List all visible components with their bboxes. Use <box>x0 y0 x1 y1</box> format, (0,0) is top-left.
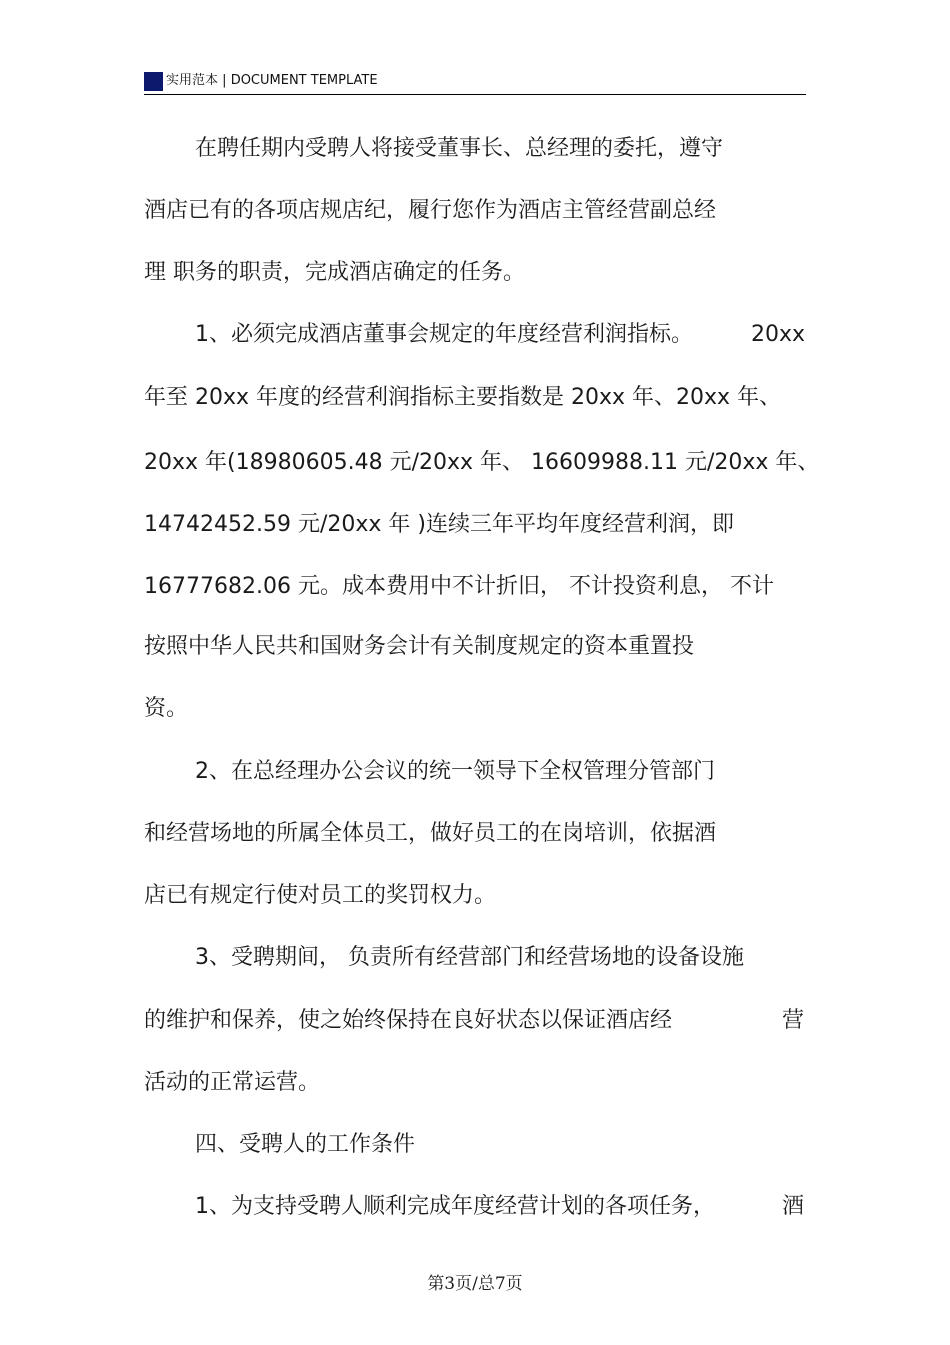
body-line: 3、受聘期间， 负责所有经营部门和经营场地的设备设施 <box>195 945 744 970</box>
body-line: 1、为支持受聘人顺利完成年度经营计划的各项任务， <box>195 1194 715 1219</box>
page-header <box>144 68 806 95</box>
body-line: 16777682.06 元。成本费用中不计折旧， 不计投资利息， 不计 <box>144 574 774 599</box>
body-line: 和经营场地的所属全体员工，做好员工的在岗培训，依据酒 <box>144 821 717 846</box>
body-line: 的维护和保养，使之始终保持在良好状态以保证酒店经 <box>144 1008 673 1033</box>
body-line-tail: 营 <box>781 1008 804 1033</box>
body-line: 店已有规定行使对员工的奖罚权力。 <box>144 883 497 908</box>
body-line: 理 职务的职责，完成酒店确定的任务。 <box>144 260 525 285</box>
body-line: 活动的正常运营。 <box>144 1070 321 1095</box>
body-line-tail: 20xx <box>750 322 805 347</box>
body-line: 20xx 年(18980605.48 元/20xx 年、 16609988.11 元/20xx 年、 <box>144 450 820 475</box>
body-line: 14742452.59 元/20xx 年 )连续三年平均年度经营利润，即 <box>144 512 734 537</box>
body-line: 1、必须完成酒店董事会规定的年度经营利润指标。 <box>195 322 693 347</box>
header-template: DOCUMENT TEMPLATE <box>230 73 378 88</box>
body-line: 年至 20xx 年度的经营利润指标主要指数是 20xx 年、20xx 年、 <box>144 385 782 410</box>
header-label: 实用范本 <box>166 73 219 88</box>
body-line: 在聘任期内受聘人将接受董事长、总经理的委托，遵守 <box>195 136 724 161</box>
body-line-tail: 酒 <box>781 1194 804 1219</box>
body-line: 2、在总经理办公会议的统一领导下全权管理分管部门 <box>195 759 715 784</box>
body-line: 酒店已有的各项店规店纪，履行您作为酒店主管经营副总经 <box>144 198 717 223</box>
section-heading: 四、受聘人的工作条件 <box>195 1132 416 1157</box>
page-number: 第3页/总7页 <box>427 1274 523 1294</box>
header-logo-square <box>144 72 163 91</box>
body-line: 资。 <box>144 696 189 721</box>
body-line: 按照中华人民共和国财务会计有关制度规定的资本重置投 <box>144 634 695 659</box>
header-title <box>166 72 378 90</box>
header-separator: | <box>222 73 227 88</box>
